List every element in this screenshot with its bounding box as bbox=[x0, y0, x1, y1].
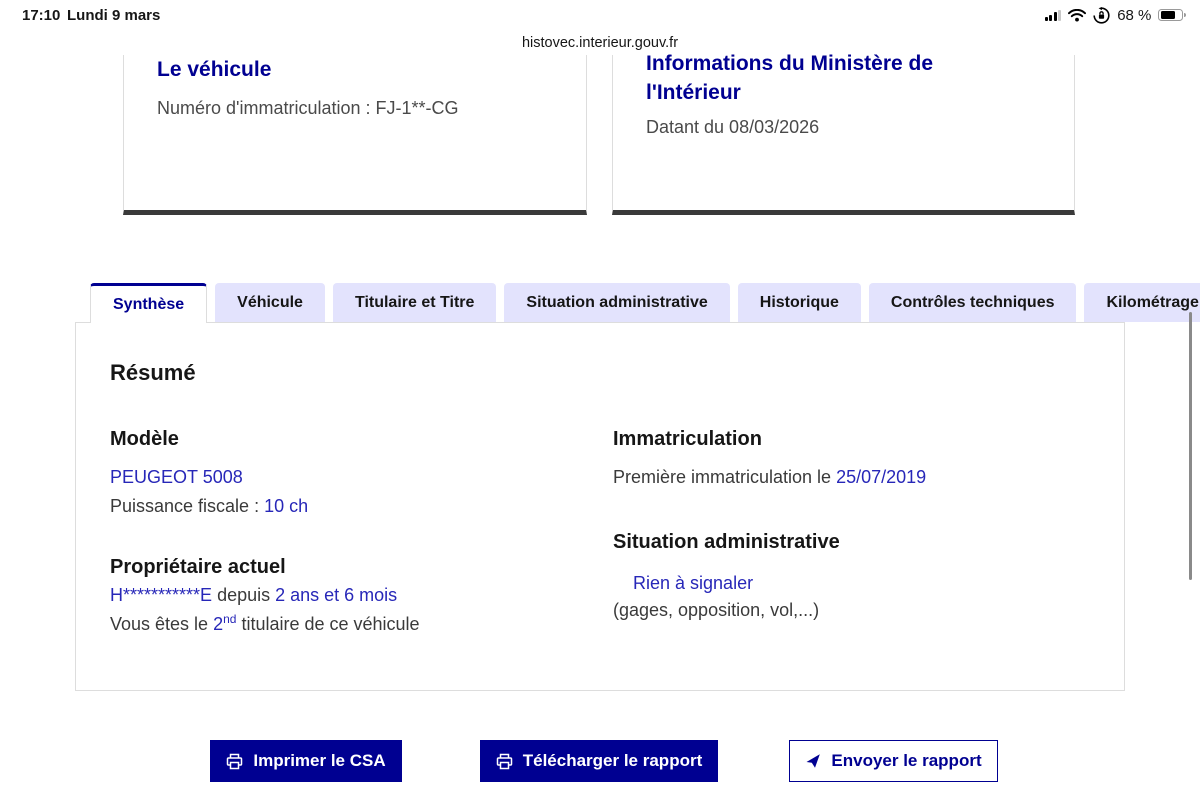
ministry-card-title: Informations du Ministère de l'Intérieur bbox=[646, 52, 934, 104]
send-report-button[interactable]: Envoyer le rapport bbox=[789, 740, 998, 782]
report-tabs bbox=[90, 283, 1200, 323]
holder-line: Vous êtes le 2nd titulaire de ce véhicule bbox=[110, 612, 420, 634]
tab-situation-administrative[interactable]: Situation administrative bbox=[504, 283, 729, 322]
tab-titulaire-et-titre[interactable]: Titulaire et Titre bbox=[333, 283, 496, 322]
url-text[interactable]: histovec.interieur.gouv.fr bbox=[521, 35, 679, 51]
model-name: PEUGEOT 5008 bbox=[110, 467, 243, 487]
browser-address-bar[interactable] bbox=[0, 30, 1200, 56]
model-heading: Modèle bbox=[110, 428, 179, 450]
cellular-signal-icon bbox=[1045, 10, 1062, 21]
vehicle-card-title: Le véhicule bbox=[157, 58, 272, 81]
tab-kilometrage[interactable]: Kilométrage bbox=[1084, 283, 1200, 322]
ios-status-bar bbox=[0, 0, 1200, 30]
download-report-button[interactable]: Télécharger le rapport bbox=[480, 740, 718, 782]
printer-icon bbox=[496, 753, 513, 770]
tab-synthese[interactable]: Synthèse bbox=[90, 283, 207, 323]
summary-title: Résumé bbox=[110, 360, 196, 385]
situation-heading: Situation administrative bbox=[613, 531, 840, 553]
print-csa-button[interactable]: Imprimer le CSA bbox=[210, 740, 402, 782]
ministry-card bbox=[612, 52, 1075, 215]
ministry-card-date: Datant du 08/03/2026 bbox=[646, 117, 820, 137]
printer-icon bbox=[226, 753, 243, 770]
owner-heading: Propriétaire actuel bbox=[110, 556, 286, 578]
first-registration-line: Première immatriculation le 25/07/2019 bbox=[613, 467, 927, 487]
battery-icon bbox=[1158, 9, 1186, 22]
holder-ordinal: 2 bbox=[213, 614, 224, 634]
status-time: 17:10 bbox=[22, 7, 61, 24]
vehicle-registration-number: Numéro d'immatriculation : FJ-1**-CG bbox=[157, 98, 459, 118]
status-date: Lundi 9 mars bbox=[67, 7, 161, 24]
rotation-lock-icon bbox=[1093, 7, 1110, 24]
send-icon bbox=[805, 753, 821, 769]
tab-historique[interactable]: Historique bbox=[738, 283, 861, 322]
owner-duration: 2 ans et 6 mois bbox=[275, 585, 398, 605]
first-registration-date: 25/07/2019 bbox=[836, 467, 927, 487]
wifi-icon bbox=[1068, 9, 1086, 22]
owner-line: H***********E depuis 2 ans et 6 mois bbox=[110, 585, 398, 605]
situation-note: (gages, opposition, vol,...) bbox=[613, 600, 820, 620]
tab-vehicule[interactable]: Véhicule bbox=[215, 283, 325, 322]
situation-status: Rien à signaler bbox=[633, 573, 754, 593]
owner-masked-name: H***********E bbox=[110, 585, 213, 605]
status-indicators bbox=[1045, 6, 1186, 24]
tab-controles-techniques[interactable]: Contrôles techniques bbox=[869, 283, 1077, 322]
immatriculation-heading: Immatriculation bbox=[613, 428, 762, 450]
vehicle-card bbox=[123, 55, 587, 215]
page-scrollbar[interactable] bbox=[1189, 312, 1192, 580]
battery-percent-label: 68 % bbox=[1117, 6, 1152, 24]
fiscal-power: Puissance fiscale : 10 ch bbox=[110, 496, 309, 516]
